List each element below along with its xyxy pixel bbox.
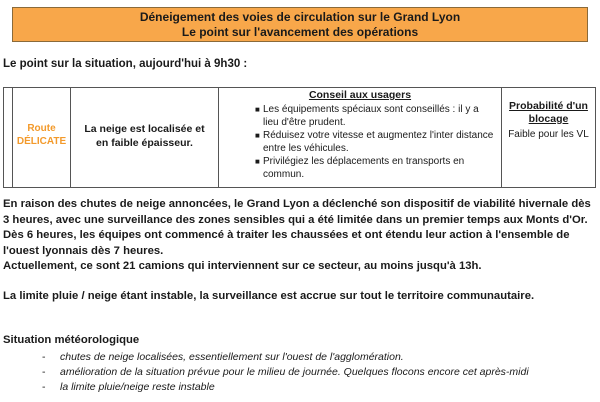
empty-cell — [4, 88, 13, 187]
rain-snow-limit-paragraph: La limite pluie / neige étant instable, la surveillance est accrue sur tout le territoire communautaire. — [3, 290, 535, 302]
snow-description-cell — [71, 88, 219, 187]
advice-title: Conseil aux usagers — [308, 89, 412, 101]
paragraph: Actuellement, ce sont 21 camions qui interviennent sur ce secteur, au moins jusqu'à 13h. — [3, 260, 482, 272]
title-banner — [12, 7, 588, 42]
probability-cell — [502, 88, 595, 187]
title-line-1: Déneigement des voies de circulation sur le Grand Lyon — [139, 10, 461, 24]
body-text — [3, 197, 597, 275]
bullet-icon: ■ — [255, 105, 260, 114]
dash-icon: - — [42, 351, 46, 363]
meteo-item: la limite pluie/neige reste instable — [60, 381, 215, 393]
road-status-value: DÉLICATE — [16, 136, 67, 147]
road-status-label: Route — [27, 123, 56, 134]
dash-icon: - — [42, 381, 46, 393]
dash-icon: - — [42, 366, 46, 378]
paragraph: En raison des chutes de neige annoncées, le Grand Lyon a déclenché son dispositif de viabilité hivernale dès 3 heures, avec une surveillance des zones sensibles qui a été limitée dans un premier temps aux Monts d'Or. — [3, 198, 591, 226]
meteo-item: chutes de neige localisées, essentiellement sur l'ouest de l'agglomération. — [60, 351, 404, 363]
list-item — [42, 350, 529, 365]
intro-line: Le point sur la situation, aujourd'hui à 9h30 : — [3, 58, 248, 70]
meteo-title: Situation météorologique — [3, 334, 140, 346]
advice-cell — [219, 88, 502, 187]
advice-text: Réduisez votre vitesse et augmentez l'inter distance entre les véhicules. — [263, 130, 494, 154]
list-item — [42, 380, 529, 395]
list-item — [42, 365, 529, 380]
list-item — [255, 103, 495, 129]
advice-list — [255, 103, 495, 181]
advice-text: Privilégiez les déplacements en transports en commun. — [263, 156, 465, 180]
list-item — [255, 155, 495, 181]
probability-value: Faible pour les VL — [508, 129, 589, 140]
paragraph: Dès 6 heures, les équipes ont commencé à traiter les chaussées et ont étendu leur action à l'ensemble de l'ouest lyonnais dès 7 heures. — [3, 229, 570, 257]
snow-description: La neige est localisée et en faible épaisseur. — [84, 123, 205, 149]
title-line-2: Le point sur l'avancement des opérations — [181, 25, 419, 39]
road-status-cell — [13, 88, 71, 187]
bullet-icon: ■ — [255, 131, 260, 140]
advice-text: Les équipements spéciaux sont conseillés : il y a lieu d'être prudent. — [263, 104, 479, 128]
meteo-item: amélioration de la situation prévue pour le milieu de journée. Quelques flocons encore cet après-midi — [60, 366, 529, 378]
situation-table — [3, 87, 596, 188]
probability-title: Probabilité d'un blocage — [509, 100, 588, 125]
meteo-list — [42, 350, 529, 395]
road-status — [13, 122, 70, 148]
list-item — [255, 129, 495, 155]
bullet-icon: ■ — [255, 157, 260, 166]
